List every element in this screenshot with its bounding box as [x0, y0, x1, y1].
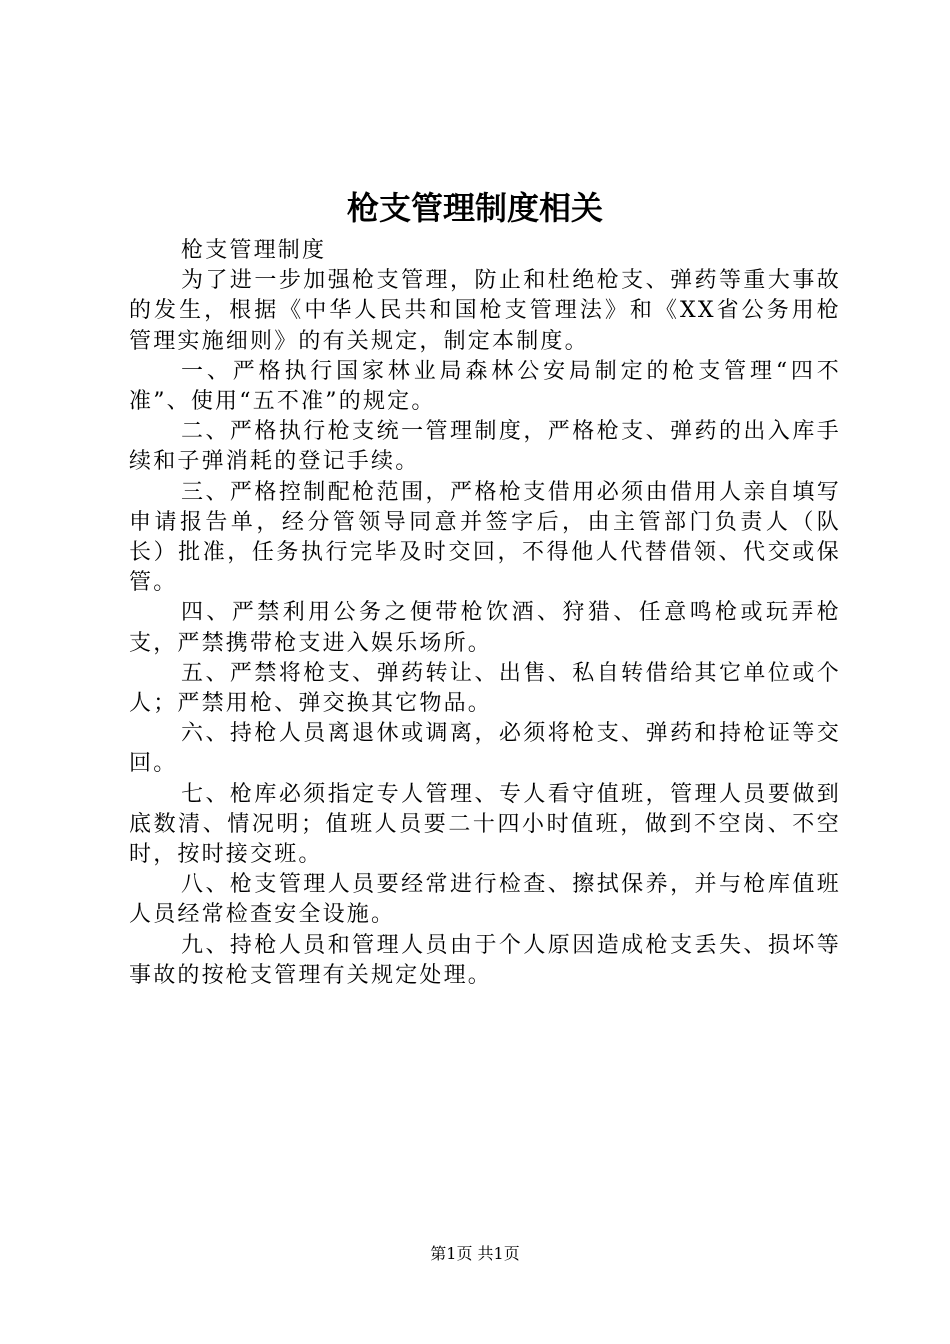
rule-4-paragraph: 四、严禁利用公务之便带枪饮酒、狩猎、任意鸣枪或玩弄枪支，严禁携带枪支进入娱乐场所。: [129, 600, 841, 656]
rule-7-paragraph: 七、枪库必须指定专人管理、专人看守值班，管理人员要做到底数清、情况明；值班人员要二十四小时值班，做到不空岗、不空时，按时接交班。: [129, 781, 841, 868]
rule-1-paragraph: 一、严格执行国家林业局森林公安局制定的枪支管理“四不准”、使用“五不准”的规定。: [129, 358, 841, 415]
section-heading: 枪支管理制度: [181, 238, 327, 263]
rule-6-paragraph: 六、持枪人员离退休或调离，必须将枪支、弹药和持枪证等交回。: [129, 721, 841, 777]
document-body: [129, 236, 841, 991]
rule-8-paragraph: 八、枪支管理人员要经常进行检查、擦拭保养，并与枪库值班人员经常检查安全设施。: [129, 872, 841, 928]
page-title: 枪支管理制度相关: [346, 189, 603, 227]
intro-paragraph: 为了进一步加强枪支管理，防止和杜绝枪支、弹药等重大事故的发生，根据《中华人民共和国枪支管理法》和《XX省公务用枪管理实施细则》的有关规定，制定本制度。: [129, 268, 841, 354]
rule-9-paragraph: 九、持枪人员和管理人员由于个人原因造成枪支丢失、损坏等事故的按枪支管理有关规定处理。: [129, 932, 841, 988]
rule-3-paragraph: 三、严格控制配枪范围，严格枪支借用必须由借用人亲自填写申请报告单，经分管领导同意并签字后，由主管部门负责人（队长）批准，任务执行完毕及时交回，不得他人代替借领、代交或保管。: [129, 479, 841, 596]
rule-5-paragraph: 五、严禁将枪支、弹药转让、出售、私自转借给其它单位或个人；严禁用枪、弹交换其它物品。: [129, 660, 841, 717]
page-footer: 第1页 共1页: [430, 1244, 520, 1263]
rule-2-paragraph: 二、严格执行枪支统一管理制度，严格枪支、弹药的出入库手续和子弹消耗的登记手续。: [129, 419, 841, 475]
